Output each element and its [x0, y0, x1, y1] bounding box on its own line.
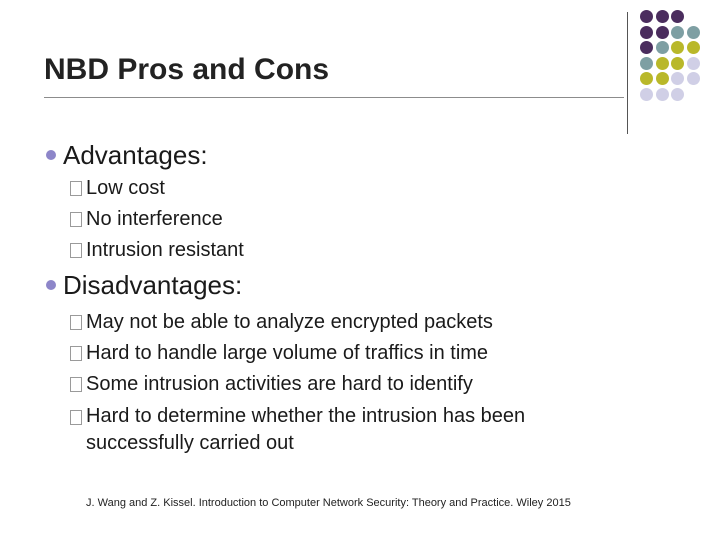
list-item-text: Hard to determine whether the intrusion has been successfully carried out: [86, 405, 526, 454]
bullet-dot-icon: [46, 150, 56, 160]
decorative-dot: [640, 72, 653, 85]
checkbox-bullet-icon: [70, 212, 82, 227]
list-item: [70, 403, 606, 457]
bullet-dot-icon: [46, 280, 56, 290]
decorative-dot: [656, 41, 669, 54]
list-item: [70, 310, 606, 334]
title-divider: [44, 97, 624, 98]
checkbox-bullet-icon: [70, 410, 82, 425]
list-item: [70, 341, 606, 365]
decorative-dot: [671, 10, 684, 23]
decorative-dot: [687, 72, 700, 85]
decorative-vertical-line: [627, 12, 628, 134]
decorative-dot: [640, 26, 653, 39]
list-item: [70, 176, 606, 200]
decorative-dot: [640, 41, 653, 54]
decorative-dot: [687, 57, 700, 70]
checkbox-bullet-icon: [70, 315, 82, 330]
decorative-dot: [640, 57, 653, 70]
list-item: [70, 207, 606, 231]
list-item-text: No interference: [86, 208, 223, 230]
checkbox-bullet-icon: [70, 243, 82, 258]
decorative-dot: [656, 88, 669, 101]
decorative-dot: [656, 57, 669, 70]
list-item-text: Some intrusion activities are hard to identify: [86, 373, 473, 395]
decorative-dot: [656, 10, 669, 23]
decorative-dot: [671, 41, 684, 54]
decorative-dot: [656, 26, 669, 39]
advantages-heading: [46, 140, 208, 170]
citation: J. Wang and Z. Kissel. Introduction to Computer Network Security: Theory and Practice. Wiley 2015: [86, 497, 571, 509]
decorative-dot: [640, 88, 653, 101]
list-item-text: Low cost: [86, 177, 165, 199]
decorative-dot: [671, 88, 684, 101]
decorative-dot: [671, 72, 684, 85]
checkbox-bullet-icon: [70, 377, 82, 392]
slide-title: NBD Pros and Cons: [44, 53, 330, 86]
decorative-dot: [687, 26, 700, 39]
disadvantages-heading: [46, 270, 242, 300]
decorative-dot: [671, 26, 684, 39]
decorative-dot: [656, 72, 669, 85]
checkbox-bullet-icon: [70, 181, 82, 196]
list-item: [70, 372, 606, 396]
list-item-text: Hard to handle large volume of traffics in time: [86, 342, 489, 364]
advantages-heading-text: Advantages:: [63, 140, 208, 170]
list-item-text: May not be able to analyze encrypted packets: [86, 311, 493, 333]
decorative-dot: [640, 10, 653, 23]
decorative-dot: [687, 41, 700, 54]
list-item-text: Intrusion resistant: [86, 239, 244, 261]
list-item: [70, 238, 606, 262]
checkbox-bullet-icon: [70, 346, 82, 361]
disadvantages-heading-text: Disadvantages:: [63, 270, 243, 300]
decorative-dot: [671, 57, 684, 70]
